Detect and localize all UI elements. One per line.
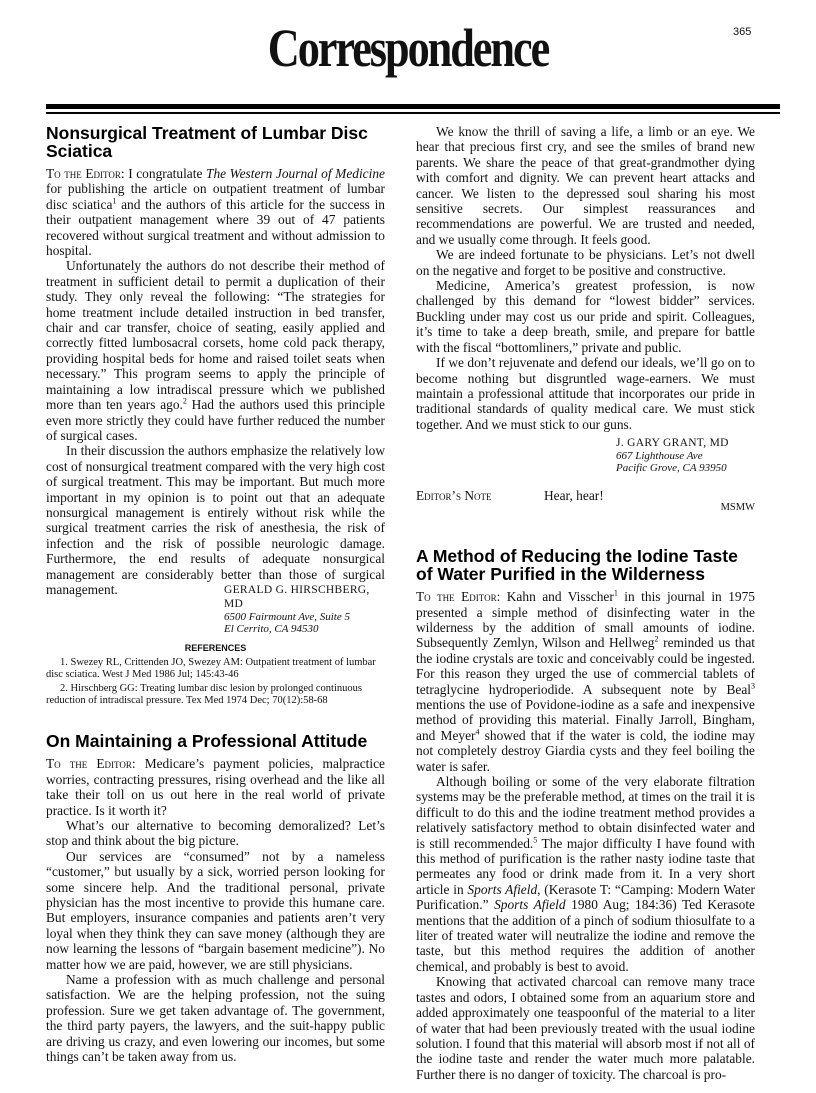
editor-note-text: Hear, hear! xyxy=(544,488,604,504)
editor-initials: MSMW xyxy=(720,502,755,514)
paragraph-text: Kahn and Visscher$^1$ in this journal in 1975 presented a simple method of disinfecting water in the wilderness by the addition of small amounts of iodine. Subsequently Zemlyn, Wilson and Hellweg$^2$ reminded us that the iodine crystals are toxic and conceivably could be ingested. For this reason they urged the use of commercial tablets of tetraglycine hydroperiodide. A subsequent note by Beal$^3$ mentions the use of Povidone-iodine as a safe and inexpensive method of providing this material. Finally Jarroll, Bingham, and Meyer$^4$ showed that if the water is cold, the iodine may not completely destroy Giardia cysts and they feel boiling the water is safer. xyxy=(416,588,755,774)
article-paragraph xyxy=(46,972,385,1064)
article-professional-attitude-continued xyxy=(416,124,755,513)
article-paragraph xyxy=(46,756,385,818)
column-left xyxy=(46,118,385,1065)
salutation: To the Editor: xyxy=(416,589,501,605)
italic-title: The Western Journal of Medicine xyxy=(206,166,385,181)
editor-note-label: Editor’s Note xyxy=(416,488,492,504)
article-paragraph xyxy=(46,818,385,849)
author-address-line1: 6500 Fairmount Ave, Suite 5 xyxy=(224,611,350,624)
author-address-line2: El Cerrito, CA 94530 xyxy=(224,623,319,636)
article-paragraph xyxy=(416,589,755,774)
column-right xyxy=(416,118,755,1082)
reference-marker: 5 xyxy=(533,835,538,845)
paragraph-text: What’s our alternative to becoming demoralized? Let’s stop and think about the big picture. xyxy=(46,818,385,849)
article-paragraph xyxy=(46,166,385,258)
paragraph-text: Knowing that activated charcoal can remove many trace tastes and odors, I obtained some from an aquarium store and added approximately one teaspoonful of the material to a liter of water that had been previously treated with the usual iodine solution. I found that this material will absorb most if not all of the iodine taste and render the water much more palatable. Further there is no danger of toxicity. The charcoal is pro- xyxy=(416,974,755,1082)
article-paragraph xyxy=(416,278,755,355)
paragraph-text: We are indeed fortunate to be physicians. Let’s not dwell on the negative and forget to be positive and constructive. xyxy=(416,247,755,278)
page-number: 365 xyxy=(733,26,752,38)
article-paragraph xyxy=(416,247,755,278)
reference-marker: 1 xyxy=(613,588,618,598)
reference-marker: 4 xyxy=(475,727,480,737)
reference-marker: 2 xyxy=(654,634,659,644)
reference-marker: 3 xyxy=(751,681,755,691)
italic-title: Sports Afield xyxy=(467,881,538,897)
article-paragraph xyxy=(46,443,385,597)
article-professional-attitude xyxy=(46,732,385,1064)
salutation: To the Editor: xyxy=(46,756,136,772)
reference-marker: 2 xyxy=(182,396,187,406)
editor-note xyxy=(416,488,755,513)
header-rule-thin xyxy=(46,112,780,114)
author-address-line2: Pacific Grove, CA 93950 xyxy=(616,462,727,475)
paragraph-text: Unfortunately the authors do not describe their method of treatment in sufficient detail to permit a duplication of their study. They only reveal the following: “The strategies for home treatment include detailed instruction in bed transfer, chair and car transfer, choice of seating, easily applied and correctly fitted lumbosacral corsets, home cold pack therapy, providing hospital beds for home and raised toilet seats when necessary.” This program seems to apply the principle of maintaining a low intradiscal pressure which we published more than ten years ago.$^2$ Had the authors used this principle even more strictly they could have further reduced the number of surgical cases. xyxy=(46,258,385,443)
paragraph-text: We know the thrill of saving a life, a limb or an eye. We hear that precious first cry, and see the smiles of brand new parents. We share the peace of that great-grandmother dying with comfort and dignity. We can prevent heart attacks and cancer. We listen to the depressed soul sharing his most sensitive secrets. Our simplest reassurances and recommendations are powerful. We are trusted and needed, and we usually come through. It feels good. xyxy=(416,124,755,247)
article-title: A Method of Reducing the Iodine Taste of Water Purified in the Wilderness xyxy=(416,546,738,585)
paragraph-text: I congratulate The Western Journal of Medicine for publishing the article on outpatient treatment of lumbar disc sciatica$^1$ and the authors of this article for the success in their outpatient management where 39 out of 47 patients recovered without surgical treatment and without admission to hospital. xyxy=(46,166,385,259)
paragraph-text: If we don’t rejuvenate and defend our ideals, we’ll go on to become nothing but disgruntled wage-earners. We must maintain a professional attitude that incorporates our pride in traditional standards of quality medical care. We must stick together. And we must stick to our guns. xyxy=(416,355,755,432)
salutation: To the Editor: xyxy=(46,166,125,181)
article-paragraph xyxy=(46,849,385,972)
paragraph-text: Medicare’s payment policies, malpractice worries, contracting pressures, rising overhead and the like all take their toll on us out here in the real world of private practice. Is it worth it? xyxy=(46,756,385,818)
paragraph-text: Medicine, America’s greatest profession, is now challenged by this demand for “lowest bidder” services. Buckling under may cost us our pride and spirit. Colleagues, it’s time to take a deep breath, smile, and prepare for battle with the fiscal “bottomliners,” private and public. xyxy=(416,278,755,355)
paragraph-text: Our services are “consumed” not by a nameless “customer,” but usually by a sick, worried person looking for some sincere help. And the traditional personal, private physician has the most incentive to provide this humane care. But employers, insurance companies and patients aren’t very loyal when they think they can save money (although they are now learning the lessons of “bargain basement medicine”). No matter how we are paid, however, we are still physicians. xyxy=(46,848,385,972)
header-rule-thick xyxy=(46,104,780,109)
article-paragraph xyxy=(416,774,755,974)
article-title: On Maintaining a Professional Attitude xyxy=(46,731,368,752)
reference-marker: 1 xyxy=(112,196,117,206)
article-title: Nonsurgical Treatment of Lumbar Disc Sciatica xyxy=(46,123,368,161)
article-iodine-taste xyxy=(416,547,755,1082)
paragraph-text: Name a profession with as much challenge and personal satisfaction. We are the helping profession, not the suing profession. Sure we get taken advantage of. The government, the third party payers, the lawyers, and the suit-happy public are driving us crazy, and even lowering our incomes, but some things can’t be taken away from us. xyxy=(46,972,385,1065)
italic-title: Sports Afield xyxy=(494,897,566,913)
paragraph-text: In their discussion the authors emphasize the relatively low cost of nonsurgical treatment compared with the very high cost of surgical treatment. This may be important. But much more important in my opinion is to point out that an adequate nonsurgical management is entirely without risk while the surgical treatment carries the risk of anesthesia, the risk of infection and the risk of possible neurologic damage. Furthermore, the end results of adequate nonsurgical management are considerably better than those of surgical management. xyxy=(46,443,385,597)
article-paragraph xyxy=(416,355,755,432)
article-paragraph xyxy=(416,974,755,1082)
article-paragraph xyxy=(46,258,385,443)
reference-item: 2. Hirschberg GG: Treating lumbar disc lesion by prolonged continuous reduction of intradiscal pressure. Tex Med 1974 Dec; 70(12):58-68 xyxy=(46,683,362,706)
paragraph-text: Although boiling or some of the very elaborate filtration systems may be the preferable method, at times on the trail it is difficult to do this and the iodine treatment method provides a relatively satisfactory method to obtain disinfected water and is still recommended.$^5$ The major difficulty I have found with this method of purification is the rather nasty iodine taste that permeates any food or drink made from it. In a very short article in Sports Afield, (Kerasote T: “Camping: Modern Water Purification.” Sports Afield 1980 Aug; 184:36) Ted Kerasote mentions that the addition of a pinch of sodium thiosulfate to a liter of treated water will neutralize the iodine and remove the taste, but this method requires the addition of another chemical, and probably is best to avoid. xyxy=(416,774,755,974)
article-lumbar-disc xyxy=(46,124,385,706)
article-paragraph xyxy=(416,124,755,247)
signature xyxy=(224,583,385,635)
signature xyxy=(616,436,755,474)
author-name: J. GARY GRANT, MD xyxy=(616,437,729,450)
page-title: Correspondence xyxy=(267,18,549,78)
references-heading: REFERENCES xyxy=(184,643,247,654)
author-name: GERALD G. HIRSCHBERG, MD xyxy=(224,584,370,611)
author-address-line1: 667 Lighthouse Ave xyxy=(616,450,703,463)
reference-item: 1. Swezey RL, Crittenden JO, Swezey AM: Outpatient treatment of lumbar disc sciatica. West J Med 1986 Jul; 145:43-46 xyxy=(46,657,376,680)
